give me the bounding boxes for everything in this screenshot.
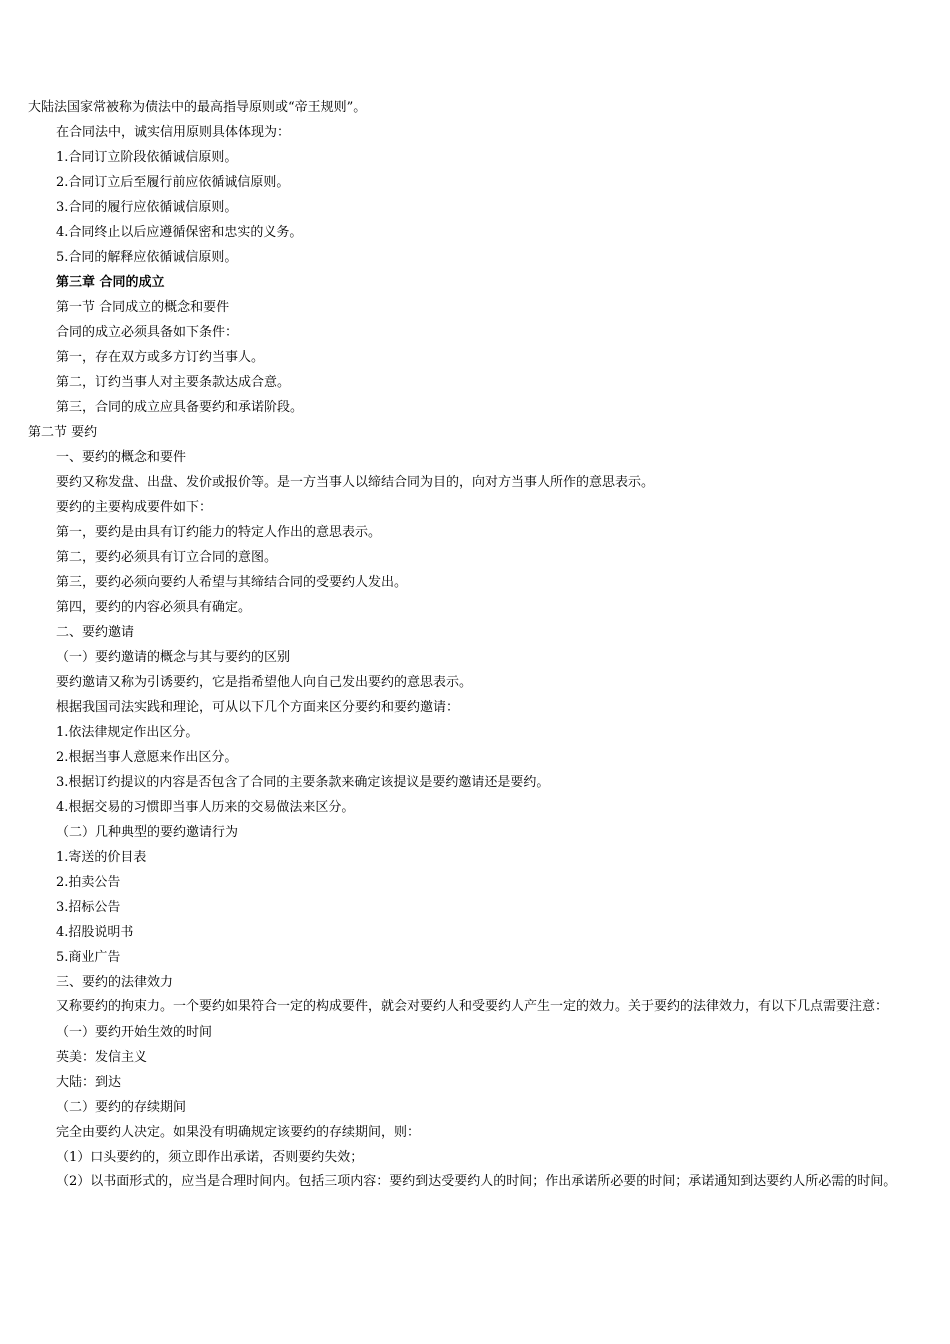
list-item: 第四，要约的内容必须具有确定。 xyxy=(56,600,252,615)
subsection-heading: （一）要约邀请的概念与其与要约的区别 xyxy=(56,650,291,665)
list-item: 4.根据交易的习惯即当事人历来的交易做法来区分。 xyxy=(56,800,355,815)
paragraph: 要约又称发盘、出盘、发价或报价等。是一方当事人以缔结合同为目的，向对方当事人所作的意思表示。 xyxy=(56,475,655,490)
paragraph: 完全由要约人决定。如果没有明确规定该要约的存续期间，则： xyxy=(56,1125,421,1140)
list-item: 第一，要约是由具有订约能力的特定人作出的意思表示。 xyxy=(56,525,382,540)
paragraph: 英美：发信主义 xyxy=(56,1050,148,1065)
list-item: 3.招标公告 xyxy=(56,900,121,915)
list-item: 4.合同终止以后应遵循保密和忠实的义务。 xyxy=(56,225,303,240)
subsection-heading: （二）要约的存续期间 xyxy=(56,1100,187,1115)
subsection-heading: （一）要约开始生效的时间 xyxy=(56,1025,213,1040)
chapter-heading: 第三章 合同的成立 xyxy=(56,275,165,290)
paragraph: （2）以书面形式的，应当是合理时间内。包括三项内容：要约到达受要约人的时间；作出承诺所必要的时间；承诺通知到达要约人所必需的时间。 xyxy=(56,1174,897,1189)
list-item: 2.合同订立后至履行前应依循诚信原则。 xyxy=(56,175,290,190)
list-item: 第三，要约必须向要约人希望与其缔结合同的受要约人发出。 xyxy=(56,575,408,590)
list-item: 1.合同订立阶段依循诚信原则。 xyxy=(56,150,238,165)
list-item: 3.合同的履行应依循诚信原则。 xyxy=(56,200,238,215)
section-heading: 第一节 合同成立的概念和要件 xyxy=(56,300,230,315)
subsection-heading: 二、要约邀请 xyxy=(56,625,135,640)
list-item: 5.合同的解释应依循诚信原则。 xyxy=(56,250,238,265)
list-item: 1.寄送的价目表 xyxy=(56,850,147,865)
list-item: 1.依法律规定作出区分。 xyxy=(56,725,199,740)
document-body xyxy=(28,95,924,1195)
paragraph: 又称要约的拘束力。一个要约如果符合一定的构成要件，就会对要约人和受要约人产生一定的效力。关于要约的法律效力，有以下几点需要注意： xyxy=(56,999,889,1014)
paragraph: 要约的主要构成要件如下： xyxy=(56,500,213,515)
list-item: 5.商业广告 xyxy=(56,950,121,965)
paragraph: 大陆法国家常被称为债法中的最高指导原则或“帝王规则”。 xyxy=(28,100,367,115)
list-item: 2.根据当事人意愿来作出区分。 xyxy=(56,750,238,765)
subsection-heading: 三、要约的法律效力 xyxy=(56,975,174,990)
list-item: 第一，存在双方或多方订约当事人。 xyxy=(56,350,265,365)
paragraph: 根据我国司法实践和理论，可从以下几个方面来区分要约和要约邀请： xyxy=(56,700,460,715)
list-item: 4.招股说明书 xyxy=(56,925,134,940)
paragraph: 在合同法中，诚实信用原则具体体现为： xyxy=(56,125,291,140)
section-heading: 第二节 要约 xyxy=(28,425,98,440)
list-item: 第二，订约当事人对主要条款达成合意。 xyxy=(56,375,291,390)
subsection-heading: 一、要约的概念和要件 xyxy=(56,450,187,465)
list-item: （1）口头要约的，须立即作出承诺，否则要约失效； xyxy=(56,1150,364,1165)
paragraph: 要约邀请又称为引诱要约，它是指希望他人向自己发出要约的意思表示。 xyxy=(56,675,473,690)
subsection-heading: （二）几种典型的要约邀请行为 xyxy=(56,825,239,840)
list-item: 3.根据订约提议的内容是否包含了合同的主要条款来确定该提议是要约邀请还是要约。 xyxy=(56,775,550,790)
list-item: 第二，要约必须具有订立合同的意图。 xyxy=(56,550,278,565)
paragraph: 大陆：到达 xyxy=(56,1075,122,1090)
list-item: 2.拍卖公告 xyxy=(56,875,121,890)
paragraph: 合同的成立必须具备如下条件： xyxy=(56,325,239,340)
list-item: 第三，合同的成立应具备要约和承诺阶段。 xyxy=(56,400,304,415)
